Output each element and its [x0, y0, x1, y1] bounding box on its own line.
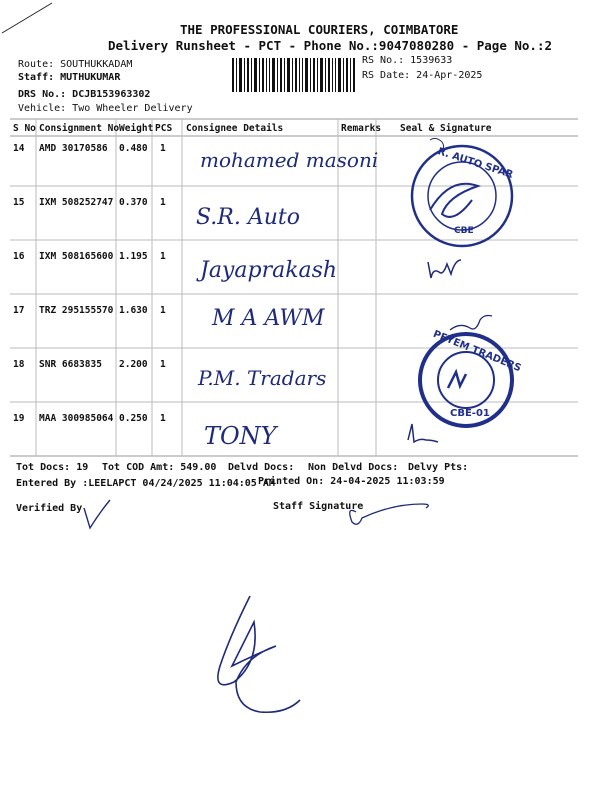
row-consignment: IXM 508252747	[39, 197, 114, 208]
staff-signature-label: Staff Signature	[273, 501, 364, 512]
drs-number: DRS No.: DCJB153963302	[18, 89, 151, 100]
barcode	[232, 58, 355, 92]
verified-tick	[84, 500, 110, 528]
row-weight: 0.370	[119, 197, 148, 208]
tot-docs: Tot Docs: 19	[16, 462, 89, 473]
col-header-consignment: Consignment No	[39, 123, 120, 134]
row-sno: 17	[13, 305, 25, 316]
signature-scribble	[428, 260, 461, 278]
col-header-weight: Weight	[119, 123, 154, 134]
row-consignment: AMD 30170586	[39, 143, 108, 154]
col-header-sno: S No	[13, 123, 36, 134]
col-header-pcs: PCS	[155, 123, 173, 134]
row-consignee-handwriting: TONY	[204, 422, 277, 450]
row-consignee-handwriting: Jayaprakash	[200, 258, 338, 283]
staff-label: Staff: MUTHUKUMAR	[18, 72, 121, 83]
row-sno: 19	[13, 413, 25, 424]
row-consignment: TRZ 295155570	[39, 305, 114, 316]
delvd-docs: Delvd Docs:	[228, 462, 295, 473]
col-header-consignee: Consignee Details	[186, 123, 284, 134]
row-consignment: IXM 508165600	[39, 251, 114, 262]
row-weight: 1.195	[119, 251, 148, 262]
row-sno: 18	[13, 359, 25, 370]
col-header-remarks: Remarks	[341, 123, 382, 134]
row-consignee-handwriting: P.M. Tradars	[198, 366, 327, 390]
route-label: Route: SOUTHUKKADAM	[18, 59, 133, 70]
signature-scribble	[450, 316, 492, 331]
row-pcs: 1	[160, 197, 166, 208]
row-weight: 0.480	[119, 143, 148, 154]
runsheet-subtitle: Delivery Runsheet - PCT - Phone No.:9047080280 - Page No.:2	[108, 38, 553, 53]
rs-number: RS No.: 1539633	[362, 55, 453, 66]
stamp2-top-text: PEYEM TRADERS	[431, 328, 523, 375]
entered-by: Entered By :LEELAPCT 04/24/2025 11:04:05 AM	[16, 478, 275, 489]
row-pcs: 1	[160, 251, 166, 262]
company-title: THE PROFESSIONAL COURIERS, COIMBATORE	[180, 22, 459, 37]
verified-by-label: Verified By	[16, 503, 83, 514]
row-pcs: 1	[160, 143, 166, 154]
large-handwritten-mark	[218, 596, 300, 712]
row-pcs: 1	[160, 359, 166, 370]
non-delvd-docs: Non Delvd Docs:	[308, 462, 399, 473]
corner-mark	[2, 3, 52, 33]
row-weight: 2.200	[119, 359, 148, 370]
row-sno: 15	[13, 197, 25, 208]
stamp1-bottom-text: CBE	[454, 226, 474, 236]
row-consignee-handwriting: S.R. Auto	[196, 205, 300, 230]
row-sno: 16	[13, 251, 25, 262]
vehicle-label: Vehicle: Two Wheeler Delivery	[18, 103, 193, 114]
row-pcs: 1	[160, 305, 166, 316]
row-weight: 1.630	[119, 305, 148, 316]
col-header-seal: Seal & Signature	[400, 123, 492, 134]
stamp2-bottom-text: CBE-01	[450, 408, 490, 419]
printed-on: Printed On: 24-04-2025 11:03:59	[258, 476, 445, 487]
signature-scribble	[408, 424, 438, 442]
row-pcs: 1	[160, 413, 166, 424]
rs-date: RS Date: 24-Apr-2025	[362, 70, 483, 81]
row-consignee-handwriting: mohamed masoni	[200, 148, 379, 172]
row-sno: 14	[13, 143, 25, 154]
row-weight: 0.250	[119, 413, 148, 424]
stamp1-top-text: R. AUTO SPAR	[436, 146, 515, 181]
row-consignee-handwriting: M A AWM	[212, 306, 325, 331]
delvy-pts: Delvy Pts:	[408, 462, 469, 473]
tot-cod-amt: Tot COD Amt: 549.00	[102, 462, 217, 473]
row-consignment: SNR 6683835	[39, 359, 102, 370]
row-consignment: MAA 300985064	[39, 413, 114, 424]
